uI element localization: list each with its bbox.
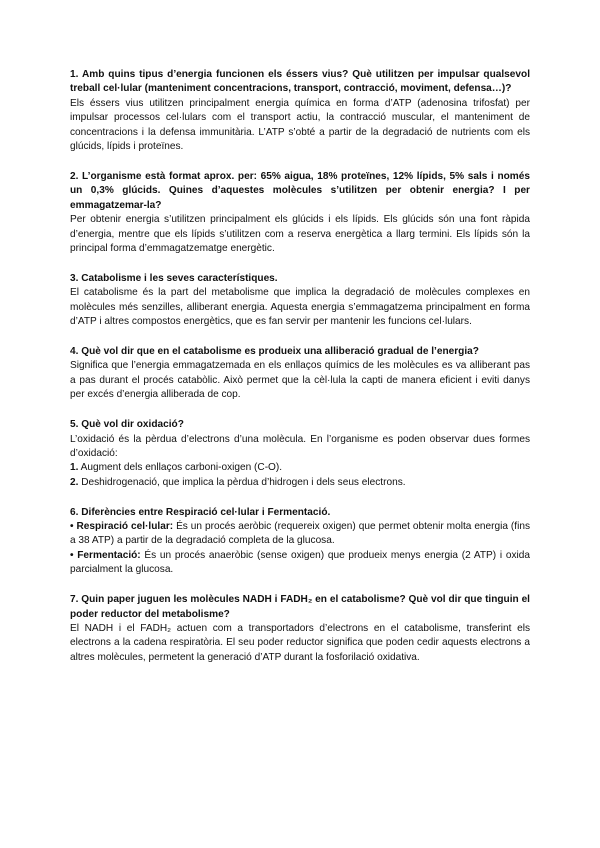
answer-2: Per obtenir energia s’utilitzen principalment els glúcids i els lípids. Els glúcids són una font ràpida d’energia, mentre que els lípids s’utilitzen com a reserva energètica a llarg termini. Els lípids són la principal forma d’emmagatzematge energètic. [70,214,530,254]
item-text: Deshidrogenació, que implica la pèrdua d’hidrogen i dels seus electrons. [78,476,406,488]
section-7 [70,593,530,665]
section-3 [70,272,530,330]
answer-4: Significa que l’energia emmagatzemada en els enllaços químics de les molècules es va alliberant pas a pas durant el procés catabòlic. Això permet que la cèl·lula la capti de manera eficient i eviti danys per excés d’energia alliberada de cop. [70,360,530,401]
item-text: És un procés aeròbic (requereix oxigen) que permet obtenir molta energia (fins a 38 ATP) a partir de la degradació completa de la glucosa. [70,521,531,547]
question-3: 3. Catabolisme i les seves característiques. [70,272,278,284]
section-5 [70,418,530,490]
respiration-item [70,520,530,549]
section-1 [70,68,530,154]
item-lead: 1. [70,462,79,474]
section-2 [70,170,530,256]
item-text: És un procés anaeròbic (sense oxigen) que produeix menys energia (2 ATP) i oxida parcialment la glucosa. [70,549,530,576]
answer-5: L’oxidació és la pèrdua d’electrons d’una molècula. En l’organisme es poden observar dues formes d’oxidació: [70,433,530,459]
answer-3: El catabolisme és la part del metabolisme que implica la degradació de molècules complexes en molècules més senzilles, alliberant energia. Aquesta energia s’emmagatzema principalment en forma d’ATP i altres compostos energètics, que es fan servir per mantenir les funcions cel·lulars. [70,287,530,328]
question-7: 7. Quin paper juguen les molècules NADH i FADH₂ en el catabolisme? Què vol dir que tinguin el poder reductor del metabolisme? [70,594,530,620]
question-4: 4. Què vol dir que en el catabolisme es produeix una alliberació gradual de l’energia? [70,346,479,357]
document-page [70,68,530,681]
oxidation-form-2 [70,476,530,490]
item-lead: • Fermentació: [70,549,141,561]
item-lead: • Respiració cel·lular: [70,521,174,533]
question-1: 1. Amb quins tipus d’energia funcionen els éssers vius? Què utilitzen per impulsar qualsevol treball cel·lular (manteniment concentracions, transport, contracció, moviment, defensa…)? [70,69,530,95]
question-2: 2. L’organisme està format aprox. per: 65% aigua, 18% proteïnes, 12% lípids, 5% sals i només un 0,3% glúcids. Quines d’aquestes molècules s’utilitzen per obtenir energia? I per emmagatzemar-la? [70,170,530,211]
answer-7: El NADH i el FADH₂ actuen com a transportadors d’electrons en el catabolisme, transferint els electrons a la cadena respiratòria. El seu poder reductor significa que poden cedir aquests electrons a altres molècules, permetent la generació d’ATP durant la fosforilació oxidativa. [70,623,530,663]
item-lead: 2. [70,476,79,488]
fermentation-item [70,549,530,578]
section-4 [70,345,530,403]
answer-1: Els éssers vius utilitzen principalment energia química en forma d’ATP (adenosina trifosfat) per impulsar processos cel·lulars com el transport actiu, la contracció muscular, el manteniment de concentracions i la defensa immunitària. L’ATP s’obté a partir de la degradació de nutrients com els glúcids, lípids i proteïnes. [70,97,530,153]
question-6: 6. Diferències entre Respiració cel·lular i Fermentació. [70,506,331,518]
question-5: 5. Què vol dir oxidació? [70,419,184,431]
section-6 [70,506,530,578]
oxidation-form-1 [70,461,530,475]
item-text: Augment dels enllaços carboni-oxigen (C-O). [78,462,283,474]
